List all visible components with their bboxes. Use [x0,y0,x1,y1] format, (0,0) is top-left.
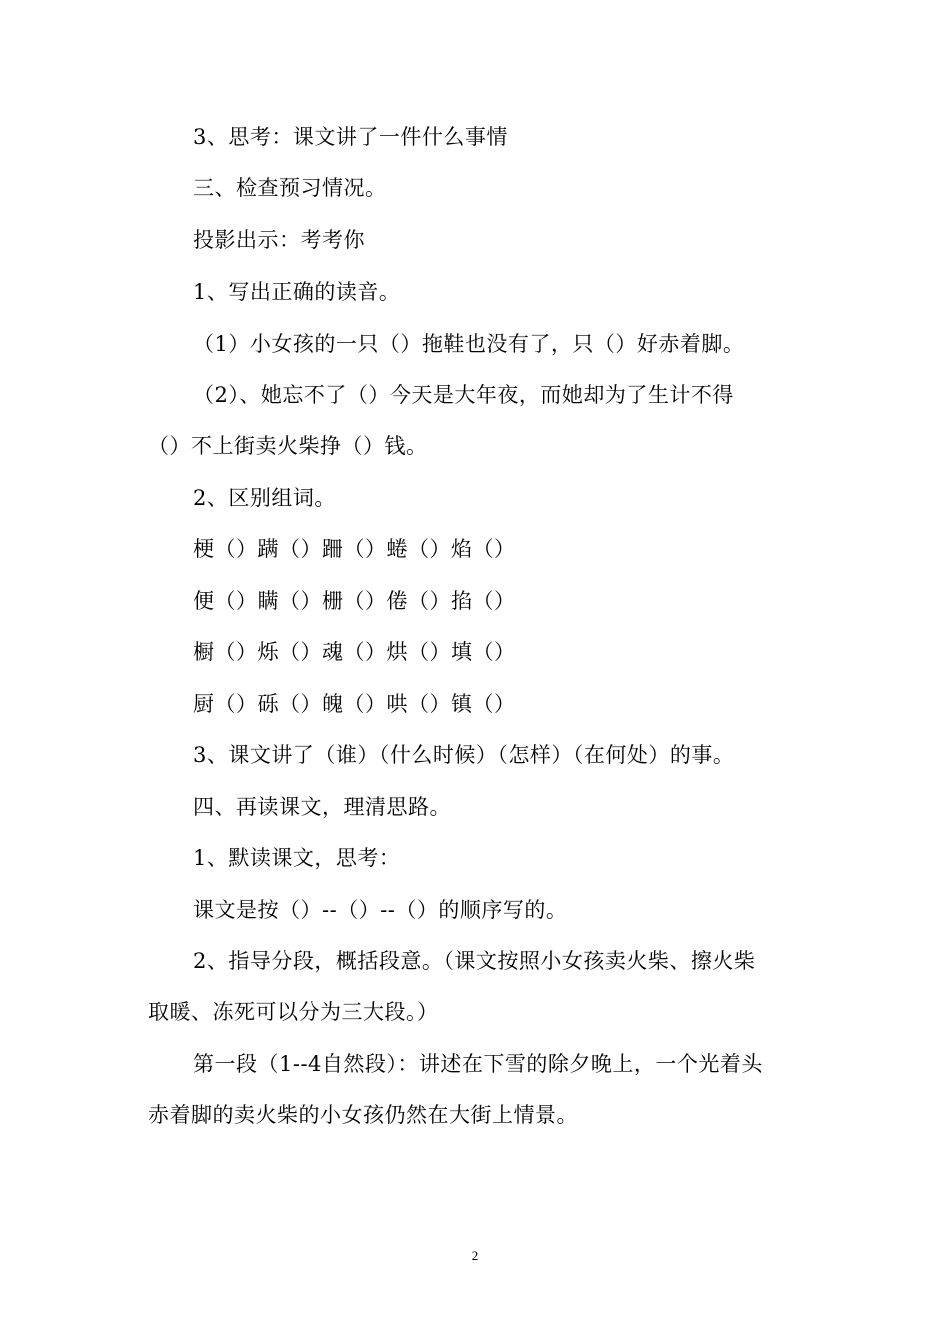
text-line-6: （2）、她忘不了（）今天是大年夜，而她却为了生计不得 [193,383,734,407]
text-line-1: 3、思考：课文讲了一件什么事情 [193,125,508,149]
text-line-13: 3、课文讲了（谁）（什么时候）（怎样）（在何处）的事。 [193,743,735,767]
word-group-row-2: 便（）瞒（）栅（）倦（）掐（） [193,589,516,613]
text-line-8: 2、区别组词。 [193,486,336,510]
page-number: 2 [471,1248,479,1263]
text-line-4: 1、写出正确的读音。 [193,280,401,304]
word-group-row-3: 橱（）烁（）魂（）烘（）填（） [193,640,516,664]
text-line-18: 取暖、冻死可以分为三大段。） [148,1000,439,1024]
section-heading-4: 四、再读课文，理清思路。 [193,795,451,819]
text-line-20: 赤着脚的卖火柴的小女孩仍然在大街上情景。 [148,1103,578,1127]
text-line-3: 投影出示：考考你 [193,228,365,252]
word-group-row-1: 梗（）蹒（）跚（）蜷（）焰（） [193,537,516,561]
word-group-row-4: 厨（）砾（）魄（）哄（）镇（） [193,692,516,716]
text-line-17: 2、指导分段，概括段意。（课文按照小女孩卖火柴、擦火柴 [193,949,756,973]
section-heading-3: 三、检查预习情况。 [193,176,387,200]
text-line-7: （）不上街卖火柴挣（）钱。 [148,434,428,458]
text-line-19: 第一段（1--4自然段）：讲述在下雪的除夕晚上，一个光着头 [193,1052,763,1076]
text-line-16: 课文是按（）--（）--（）的顺序写的。 [193,898,568,922]
text-line-5: （1）小女孩的一只（）拖鞋也没有了，只（）好赤着脚。 [193,332,745,356]
text-line-15: 1、默读课文，思考： [193,846,401,870]
